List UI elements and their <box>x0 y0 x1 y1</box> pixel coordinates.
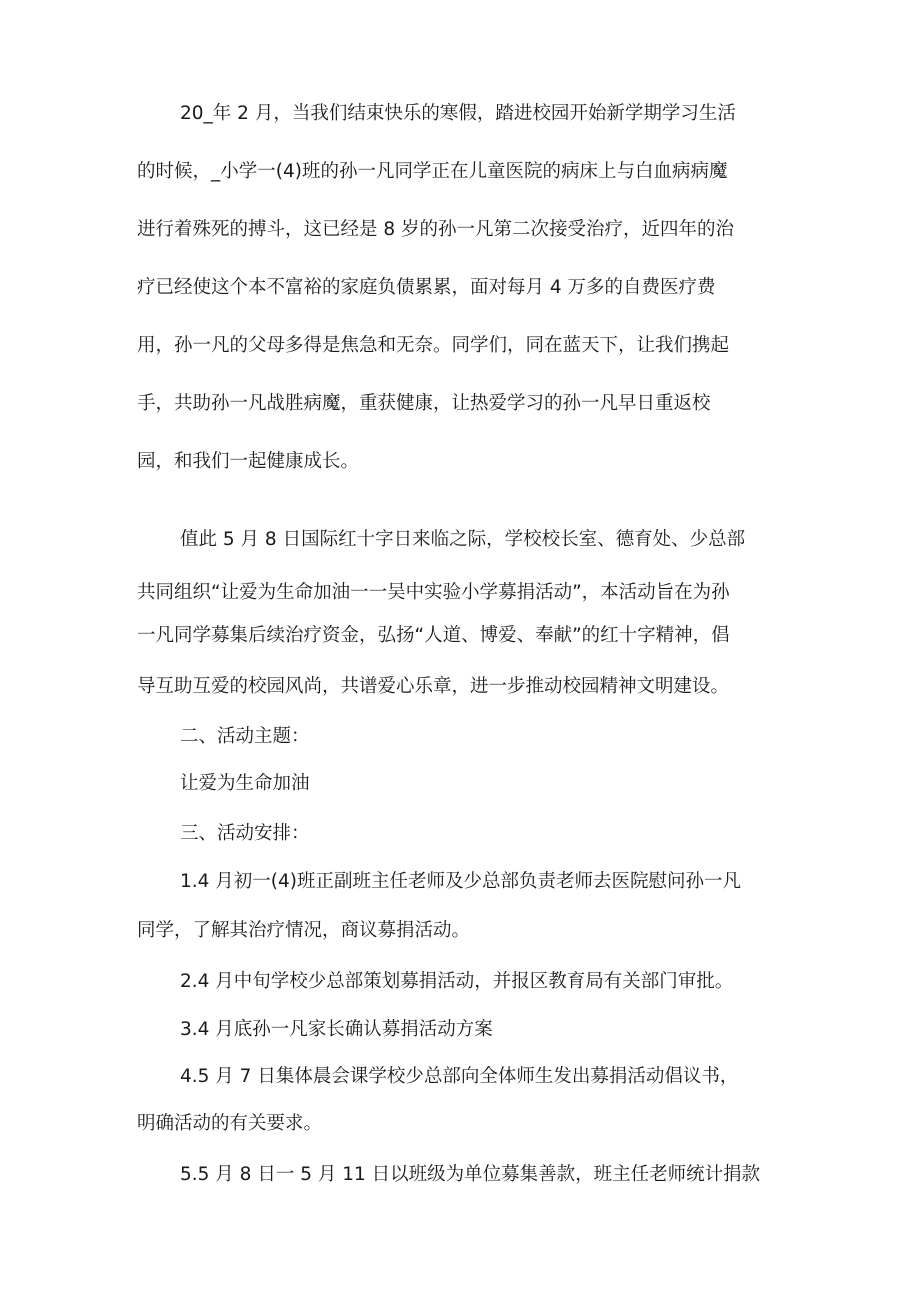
paragraph2-line-1: 值此 5 月 8 日国际红十字日来临之际，学校校长室、德育处、少总部 <box>180 529 746 550</box>
paragraph1-line-5: 用，孙一凡的父母多得是焦急和无奈。同学们，同在蓝天下，让我们携起 <box>137 335 730 356</box>
paragraph1-line-1: 20_年 2 月，当我们结束快乐的寒假，踏进校园开始新学期学习生活 <box>180 103 736 124</box>
section3-heading: 三、活动安排： <box>180 823 310 844</box>
section2-heading: 二、活动主题： <box>180 726 310 747</box>
paragraph2-line-2: 共同组织“让爱为生命加油一一吴中实验小学募捐活动”，本活动旨在为孙 <box>137 582 730 603</box>
paragraph1-line-2: 的时候，_小学一(4)班的孙一凡同学正在儿童医院的病床上与白血病病魔 <box>137 161 728 182</box>
section2-theme: 让爱为生命加油 <box>180 773 310 794</box>
paragraph2-line-4: 导互助互爱的校园风尚，共谱爱心乐章，进一步推动校园精神文明建设。 <box>137 676 730 697</box>
section3-item1-line2: 同学，了解其治疗情况，商议募捐活动。 <box>137 920 471 941</box>
section3-item2: 2.4 月中旬学校少总部策划募捐活动，并报区教育局有关部门审批。 <box>180 971 734 992</box>
paragraph2-line-3: 一凡同学募集后续治疗资金，弘扬“人道、博爱、奉献”的红十字精神，倡 <box>137 625 730 646</box>
paragraph1-line-6: 手，共助孙一凡战胜病魔，重获健康，让热爱学习的孙一凡早日重返校 <box>137 393 711 414</box>
section3-item3: 3.4 月底孙一凡家长确认募捐活动方案 <box>180 1019 493 1040</box>
paragraph1-line-3: 进行着殊死的搏斗，这已经是 8 岁的孙一凡第二次接受治疗，近四年的治 <box>137 219 735 240</box>
section3-item1-line1: 1.4 月初一(4)班正副班主任老师及少总部负责老师去医院慰问孙一凡 <box>180 871 742 892</box>
paragraph1-line-4: 疗已经使这个本不富裕的家庭负债累累，面对每月 4 万多的自费医疗费 <box>137 277 716 298</box>
paragraph1-line-7: 园，和我们一起健康成长。 <box>137 451 360 472</box>
section3-item5-line1: 5.5 月 8 日一 5 月 11 日以班级为单位募集善款，班主任老师统计捐款 <box>180 1164 761 1185</box>
section3-item4-line2: 明确活动的有关要求。 <box>137 1113 323 1134</box>
section3-item4-line1: 4.5 月 7 日集体晨会课学校少总部向全体师生发出募捐活动倡议书， <box>180 1066 739 1087</box>
